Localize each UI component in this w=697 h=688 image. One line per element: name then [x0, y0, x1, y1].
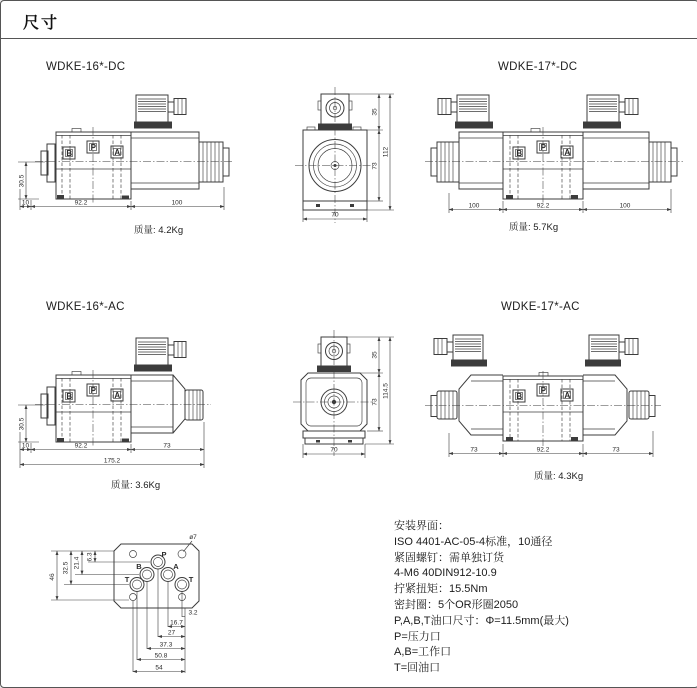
drawing-label-dc16: WDKE-16*-DC [46, 61, 126, 73]
dim-dc17-100-right: 100 [619, 202, 631, 210]
drawing-label-ac17: WDKE-17*-AC [501, 301, 580, 313]
note-line: 安装界面： [394, 520, 449, 532]
port-label-t-right: T [188, 575, 194, 584]
dim-mount-32-5: 32.5 [62, 561, 70, 575]
weight-dc16: 质量: 4.2Kg [134, 225, 184, 236]
dim-ac16-92-2: 92.2 [74, 442, 88, 450]
port-label-b: B [66, 392, 73, 401]
dim-ac17-73-left: 73 [470, 446, 478, 454]
dim-ac17-73-right: 73 [612, 446, 620, 454]
note-line: 紧固螺钉：需单独订货 [394, 551, 504, 564]
technical-drawings [1, 1, 697, 687]
dim-ac16-175-2: 175.2 [103, 457, 121, 465]
dim-dcend-112: 112 [382, 146, 390, 158]
note-line: 拧紧扭矩：15.5Nm [394, 583, 488, 596]
port-label-b: B [516, 392, 523, 401]
dim-dcend-70: 70 [331, 211, 339, 219]
port-label-p: P [540, 386, 546, 395]
dim-acend-73: 73 [371, 398, 379, 406]
port-label-p: P [161, 550, 167, 559]
drawing-dc16-side-view [18, 95, 233, 210]
dim-dc17-92-2: 92.2 [536, 202, 550, 210]
dim-dc16-100: 100 [171, 199, 183, 207]
drawing-dc17-side-view [425, 95, 683, 213]
dim-ac16-73: 73 [163, 442, 171, 450]
dim-dc17-100-left: 100 [468, 202, 480, 210]
dim-mount-54: 54 [155, 664, 163, 672]
dim-mount-hole-dia: ø7 [189, 534, 197, 541]
dim-dc16-30-5: 30.5 [18, 174, 26, 188]
port-label-p: P [90, 143, 96, 152]
port-label-b: B [66, 149, 73, 158]
dim-mount-37-3: 37.3 [159, 641, 173, 649]
drawing-label-dc17: WDKE-17*-DC [498, 61, 578, 73]
dim-acend-114-5: 114.5 [382, 383, 390, 399]
dim-mount-46: 46 [49, 573, 56, 581]
note-line: ISO 4401-AC-05-4标准，10通径 [394, 535, 553, 548]
drawing-ac17-side-view [425, 335, 661, 457]
weight-dc17: 质量: 5.7Kg [509, 222, 559, 233]
port-label-p: P [90, 386, 96, 395]
port-label-a: A [114, 148, 121, 157]
dim-mount-21-4: 21.4 [73, 556, 81, 570]
dim-dcend-35: 35 [371, 108, 379, 116]
port-label-a: A [173, 562, 179, 571]
note-line: P=压力口 [394, 630, 441, 643]
port-label-a: A [564, 148, 571, 157]
note-line: P,A,B,T油口尺寸：Φ=11.5mm(最大) [394, 614, 569, 627]
drawing-ac16-side-view [18, 338, 211, 468]
dim-ac16-30-5: 30.5 [18, 417, 26, 431]
page-title: 尺寸 [23, 15, 60, 32]
dim-mount-3-2: 3.2 [188, 609, 198, 617]
note-line: 4-M6 40DIN912-10.9 [394, 567, 497, 580]
dim-ac17-92-2: 92.2 [536, 446, 550, 454]
drawing-ac-end-view [293, 330, 394, 458]
weight-ac17: 质量: 4.3Kg [534, 471, 584, 482]
port-label-t-left: T [124, 575, 130, 584]
port-label-a: A [564, 391, 571, 400]
dim-acend-35: 35 [371, 351, 379, 359]
dim-mount-16-7: 16.7 [170, 619, 183, 627]
note-line: A,B=工作口 [394, 646, 452, 659]
dim-dcend-73: 73 [371, 162, 379, 170]
dim-mount-50-8: 50.8 [154, 652, 168, 660]
port-label-a: A [114, 391, 121, 400]
dim-dc16-10: 10 [21, 199, 30, 207]
port-label-b: B [516, 149, 523, 158]
dim-mount-27: 27 [167, 629, 176, 637]
port-label-p: P [540, 143, 546, 152]
note-line: 密封圈：5个OR形圈2050 [394, 598, 519, 611]
dim-mount-6-3: 6.3 [86, 552, 94, 562]
dim-dc16-92-2: 92.2 [74, 199, 88, 207]
drawing-dc-end-view [295, 87, 394, 223]
dim-ac16-10: 10 [21, 442, 30, 450]
drawing-label-ac16: WDKE-16*-AC [46, 301, 125, 313]
weight-ac16: 质量: 3.6Kg [111, 480, 161, 491]
dim-acend-70: 70 [330, 446, 338, 454]
drawing-mounting-pattern [49, 534, 199, 673]
note-line: T=回油口 [394, 662, 441, 675]
port-label-b: B [136, 562, 142, 571]
